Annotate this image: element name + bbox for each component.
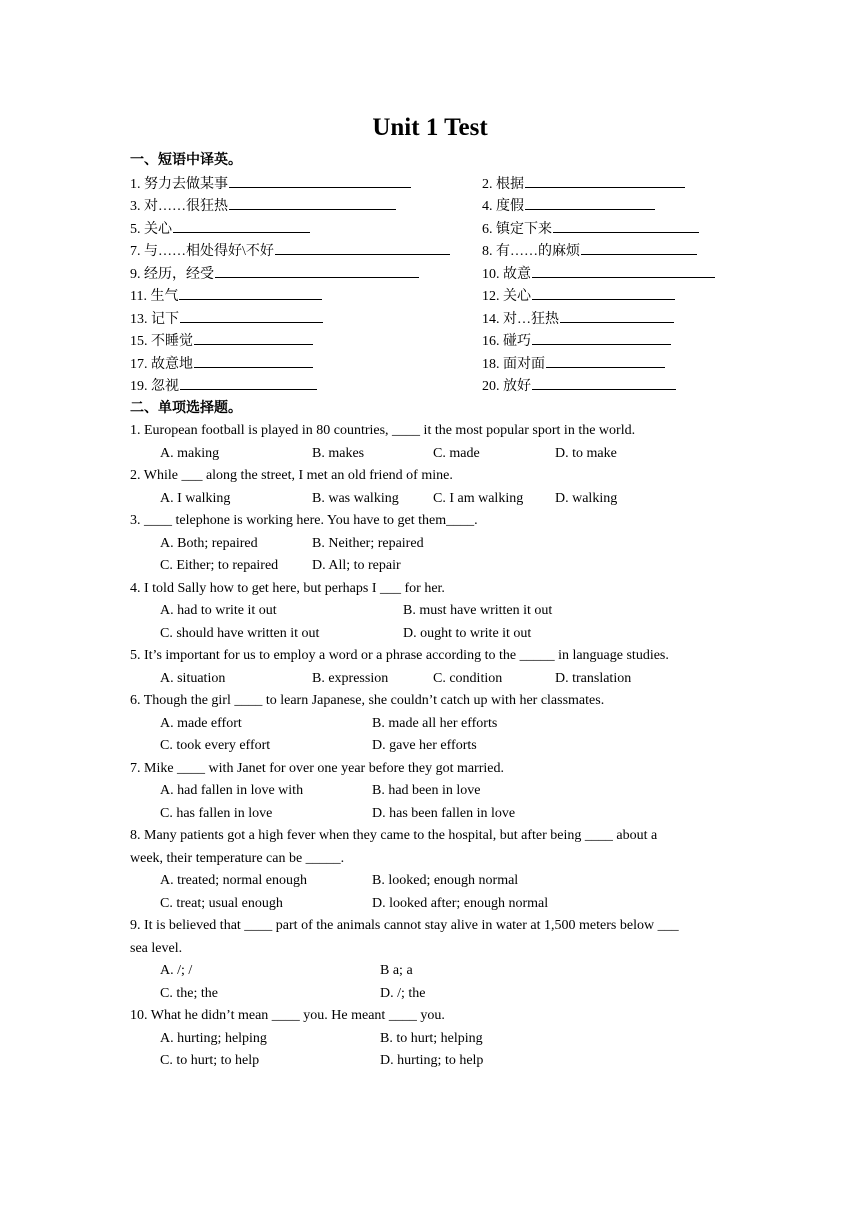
answer-option[interactable]: D. All; to repair <box>312 558 401 573</box>
phrase-row <box>130 195 730 218</box>
options-row <box>130 668 730 691</box>
answer-option[interactable]: A. /; / <box>160 963 193 978</box>
options-row <box>130 1028 730 1051</box>
question-text: 2. While ___ along the street, I met an old friend of mine. <box>130 468 453 483</box>
answer-option[interactable]: A. treated; normal enough <box>160 873 307 888</box>
answer-blank[interactable] <box>532 285 675 300</box>
phrase-label: 6. 镇定下来 <box>482 221 552 237</box>
phrase-item <box>482 173 685 197</box>
question-text: 4. I told Sally how to get here, but perhaps I ___ for her. <box>130 580 445 596</box>
question-text: 10. What he didn’t mean ____ you. He meant ____ you. <box>130 1008 445 1023</box>
question-text: 3. ____ telephone is working here. You have to get them____. <box>130 513 478 528</box>
options-row <box>130 893 730 916</box>
question-text: 9. It is believed that ____ part of the animals cannot stay alive in water at 1,500 meters below ___ <box>130 918 679 933</box>
answer-blank[interactable] <box>194 330 313 345</box>
answer-option[interactable]: B. had been in love <box>372 783 481 798</box>
answer-blank[interactable] <box>532 375 676 390</box>
phrase-row <box>130 285 730 308</box>
answer-option[interactable]: B a; a <box>380 963 413 978</box>
page-title: Unit 1 Test <box>372 114 488 141</box>
phrase-row <box>130 173 730 196</box>
answer-option[interactable]: D. hurting; to help <box>380 1053 484 1068</box>
phrase-label: 19. 忽视 <box>130 379 179 394</box>
options-row <box>130 803 730 826</box>
options-row <box>130 623 730 646</box>
answer-blank[interactable] <box>532 263 715 278</box>
phrase-item <box>130 375 317 399</box>
answer-option[interactable]: C. made <box>433 445 480 461</box>
answer-blank[interactable] <box>180 308 323 323</box>
answer-blank[interactable] <box>179 285 322 300</box>
answer-option[interactable]: C. should have written it out <box>160 625 320 641</box>
phrase-label: 7. 与……相处得好\不好 <box>130 244 274 259</box>
phrase-label: 15. 不睡觉 <box>130 334 193 349</box>
answer-option[interactable]: C. the; the <box>160 985 218 1001</box>
answer-option[interactable]: C. I am walking <box>433 490 524 506</box>
options-row <box>130 983 730 1006</box>
answer-blank[interactable] <box>560 308 674 323</box>
phrase-item <box>482 308 674 332</box>
answer-blank[interactable] <box>546 353 665 368</box>
answer-blank[interactable] <box>194 353 313 368</box>
answer-option[interactable]: C. to hurt; to help <box>160 1053 260 1068</box>
phrase-label: 8. 有……的麻烦 <box>482 244 580 259</box>
options-row <box>130 443 730 466</box>
answer-blank[interactable] <box>581 240 697 255</box>
options-row <box>130 780 730 803</box>
phrase-item <box>130 195 396 219</box>
phrase-label: 1. 努力去做某事 <box>130 176 228 192</box>
options-row <box>130 960 730 983</box>
answer-blank[interactable] <box>215 263 419 278</box>
answer-option[interactable]: D. looked after; enough normal <box>372 895 549 911</box>
answer-option[interactable]: D. /; the <box>380 985 426 1001</box>
phrase-row <box>130 240 730 263</box>
phrase-item <box>482 240 697 264</box>
question-text: sea level. <box>130 940 183 956</box>
options-row <box>130 870 730 893</box>
phrase-label: 5. 关心 <box>130 221 172 237</box>
phrase-row <box>130 308 730 331</box>
answer-option[interactable]: B. to hurt; helping <box>380 1030 483 1046</box>
phrase-row <box>130 375 730 398</box>
answer-option[interactable]: B. makes <box>312 445 365 461</box>
phrase-row <box>130 353 730 376</box>
answer-option[interactable]: C. has fallen in love <box>160 805 273 821</box>
answer-blank[interactable] <box>275 240 450 255</box>
phrase-label: 20. 放好 <box>482 379 531 394</box>
answer-option[interactable]: D. translation <box>555 670 632 686</box>
answer-blank[interactable] <box>229 173 411 188</box>
phrase-label: 12. 关心 <box>482 289 531 304</box>
phrase-item <box>482 218 699 242</box>
phrase-item <box>130 330 313 354</box>
answer-option[interactable]: A. had fallen in love with <box>160 783 304 798</box>
phrase-item <box>130 173 411 197</box>
answer-blank[interactable] <box>532 330 671 345</box>
question-text: 7. Mike ____ with Janet for over one year before they got married. <box>130 760 504 776</box>
answer-option[interactable]: B. was walking <box>312 490 399 506</box>
answer-option[interactable]: C. Either; to repaired <box>160 558 279 573</box>
answer-option[interactable]: A. made effort <box>160 715 242 731</box>
options-row <box>130 555 730 578</box>
section-heading: 二、单项选择题。 <box>130 400 242 416</box>
phrase-item <box>482 285 675 309</box>
question-text: 1. European football is played in 80 countries, ____ it the most popular sport in the world. <box>130 423 636 438</box>
section-heading: 一、短语中译英。 <box>130 153 242 168</box>
options-row <box>130 1050 730 1073</box>
phrase-label: 14. 对…狂热 <box>482 311 559 327</box>
answer-option[interactable]: C. treat; usual enough <box>160 895 283 911</box>
phrase-row <box>130 263 730 286</box>
phrase-label: 16. 碰巧 <box>482 334 531 349</box>
question-text: week, their temperature can be _____. <box>130 850 345 866</box>
phrase-item <box>130 353 313 377</box>
answer-option[interactable]: B. made all her efforts <box>372 715 498 731</box>
phrase-label: 11. 生气 <box>130 289 179 304</box>
options-row <box>130 735 730 758</box>
answer-option[interactable]: A. I walking <box>160 490 231 506</box>
phrase-item <box>130 308 323 332</box>
options-row <box>130 488 730 511</box>
answer-option[interactable]: B. looked; enough normal <box>372 873 519 888</box>
answer-blank[interactable] <box>229 195 396 210</box>
options-row <box>130 533 730 556</box>
answer-option[interactable]: D. to make <box>555 445 617 461</box>
phrase-item <box>130 285 322 309</box>
phrase-item <box>482 330 671 354</box>
phrase-label: 10. 故意 <box>482 266 531 282</box>
answer-option[interactable]: A. making <box>160 445 220 461</box>
phrase-label: 9. 经历，经受 <box>130 266 214 282</box>
answer-blank[interactable] <box>553 218 699 233</box>
answer-option[interactable]: D. ought to write it out <box>403 625 532 641</box>
phrase-label: 17. 故意地 <box>130 356 193 372</box>
phrase-item <box>482 375 676 399</box>
answer-option[interactable]: D. has been fallen in love <box>372 805 516 821</box>
answer-option[interactable]: B. Neither; repaired <box>312 535 424 551</box>
question-text: 5. It’s important for us to employ a word or a phrase according to the _____ in language studies. <box>130 648 669 663</box>
answer-option[interactable]: A. hurting; helping <box>160 1030 267 1046</box>
phrase-row <box>130 218 730 241</box>
options-row <box>130 713 730 736</box>
answer-option[interactable]: D. walking <box>555 490 618 506</box>
phrase-item <box>482 353 665 377</box>
phrase-label: 3. 对……很狂热 <box>130 199 228 214</box>
answer-option[interactable]: C. condition <box>433 670 503 686</box>
answer-option[interactable]: C. took every effort <box>160 738 271 753</box>
exam-content <box>130 150 730 1073</box>
answer-option[interactable]: A. Both; repaired <box>160 535 258 551</box>
phrase-item <box>482 263 715 287</box>
answer-blank[interactable] <box>525 195 655 210</box>
options-row <box>130 600 730 623</box>
answer-option[interactable]: B. must have written it out <box>403 603 553 618</box>
phrase-item <box>130 263 419 287</box>
answer-option[interactable]: D. gave her efforts <box>372 738 477 753</box>
answer-blank[interactable] <box>173 218 310 233</box>
answer-option[interactable]: A. situation <box>160 670 226 686</box>
question-text: 6. Though the girl ____ to learn Japanese, she couldn’t catch up with her classmates. <box>130 693 605 708</box>
phrase-row <box>130 330 730 353</box>
answer-option[interactable]: A. had to write it out <box>160 603 277 618</box>
phrase-label: 2. 根据 <box>482 176 524 192</box>
answer-option[interactable]: B. expression <box>312 670 389 686</box>
question-text: 8. Many patients got a high fever when they came to the hospital, but after being ____ about a <box>130 828 658 843</box>
phrase-item <box>482 195 655 219</box>
answer-blank[interactable] <box>525 173 685 188</box>
phrase-label: 13. 记下 <box>130 311 179 327</box>
phrase-label: 4. 度假 <box>482 199 524 214</box>
phrase-item <box>130 218 310 242</box>
phrase-item <box>130 240 450 264</box>
answer-blank[interactable] <box>180 375 317 390</box>
phrase-label: 18. 面对面 <box>482 356 545 372</box>
